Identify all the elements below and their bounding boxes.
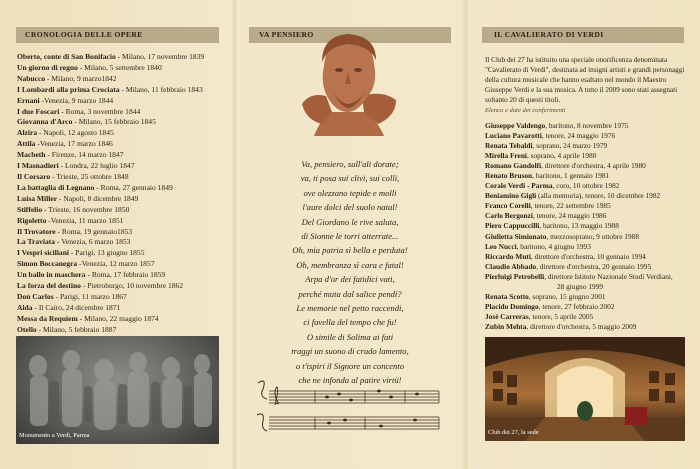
opera-title: I Vespri siciliani [17, 248, 70, 258]
opera-item [17, 52, 231, 63]
opera-premiere: - Venezia, 6 marzo 1853 [55, 237, 131, 247]
opera-title: Simon Boccanegra [17, 259, 78, 269]
opera-premiere: - Roma, 17 febbraio 1859 [85, 270, 166, 280]
opera-item [17, 205, 231, 216]
opera-premiere: -Venezia, 12 marzo 1857 [77, 259, 155, 269]
monument-photo [16, 336, 219, 444]
member-detail: , direttore Istituto Nazionale Studi Verdiani, [544, 271, 673, 281]
member-name: Mirella Freni [485, 151, 527, 161]
cavalierato-intro: Il Club dei 27 ha istituito una speciale onorificenza denominata "Cavalierato di Verdi", destinata ad insigni artisti e grandi personaggi della cultura musicale che hanno esaltato nel mondo il Maestro Giuseppe Verdi e la sua musica. A tutto il 2009 sono stati assegnati soltanto 20 di questi titoli. [485, 56, 685, 104]
opera-premiere: - Milano, 22 maggio 1874 [77, 313, 159, 323]
member-name: Romano Gandolfi [485, 161, 542, 171]
member-name: Giulietta Simionato [485, 231, 547, 241]
member-detail: , baritono, 13 maggio 1988 [539, 221, 619, 231]
opera-premiere: -Venezia, 11 marzo 1851 [46, 215, 124, 225]
poem-line: ove olezzano tepide e molli [303, 187, 397, 198]
opera-premiere: - Trieste, 16 novembre 1850 [42, 204, 130, 214]
member-name: Beniamino Gigli [485, 191, 537, 201]
verdi-bust-image [292, 32, 404, 142]
poem-line: che ne infonda al patire virtù! [298, 375, 402, 386]
opera-title: La Traviata [17, 237, 56, 247]
poem-line: o t'ispiri il Signore un concento [295, 360, 405, 371]
opera-premiere: - Firenze, 14 marzo 1847 [45, 150, 124, 160]
opera-item [17, 172, 231, 183]
member-detail: , soprano, 4 aprile 1980 [526, 151, 597, 161]
member-name: Zubin Mehta [485, 321, 527, 331]
chronology-header: CRONOLOGIA DELLE OPERE [16, 27, 219, 43]
member-item [485, 232, 695, 242]
member-item [485, 272, 695, 282]
member-item [485, 141, 695, 151]
opera-item [17, 216, 231, 227]
member-detail: , soprano, 24 marzo 1979 [532, 141, 608, 151]
opera-premiere: - Milano, 15 febbraio 1845 [72, 117, 156, 127]
member-detail: , direttore d'orchestra, 10 gennaio 1994 [530, 251, 646, 261]
member-name: Franco Corelli [485, 201, 531, 211]
opera-title: Attila [17, 139, 36, 149]
member-item [485, 181, 695, 191]
member-detail: , baritono, 4 giugno 1993 [516, 241, 591, 251]
member-detail: , direttore d'orchestra, 20 gennaio 1995 [536, 261, 652, 271]
member-detail: (alla memoria), tenore, 10 dicembre 1982 [536, 191, 661, 201]
member-detail: , direttore d'orchestra, 4 aprile 1980 [541, 161, 646, 171]
opera-premiere: -Venezia, 9 marzo 1844 [39, 95, 114, 105]
member-item [485, 221, 695, 231]
opera-title: Rigoletto [17, 215, 47, 225]
opera-premiere: - Roma, 19 gennaio1853 [55, 226, 133, 236]
member-name: Giuseppe Valdengo [485, 121, 546, 130]
poem-line: va, ti posa sui clivi, sui colli, [300, 173, 400, 184]
opera-title: Otello [17, 324, 37, 334]
member-item [485, 211, 695, 221]
opera-item [17, 139, 231, 150]
club-photo [485, 337, 685, 441]
member-item [485, 252, 695, 262]
poem-line: Oh, membranza sì cara e fatal! [296, 259, 404, 270]
opera-premiere: - Napoli, 8 dicembre 1849 [57, 193, 139, 203]
poem-line: Va, pensiero, sull'ali dorate; [301, 159, 399, 169]
member-item [485, 292, 695, 302]
monument-relief-image [16, 336, 219, 444]
member-item [485, 262, 695, 272]
member-item [485, 302, 695, 312]
member-name: Pierluigi Petrobelli [485, 271, 545, 281]
opera-premiere: - Milano, 5 settembre 1840 [77, 62, 162, 72]
opera-premiere: - Pietroburgo, 10 novembre 1862 [80, 281, 184, 291]
poem-line: O simile di Solima ai fati [306, 331, 394, 342]
opera-title: La forza del destino [17, 281, 81, 291]
member-detail: , soprano, 15 giugno 2001 [528, 291, 606, 301]
poem-line: Oh, mia patria sì bella e perduta! [292, 245, 408, 256]
opera-item [17, 128, 231, 139]
member-name: Piero Cappuccilli [485, 221, 540, 231]
opera-title: I Masnadieri [17, 161, 59, 171]
opera-premiere: - Trieste, 25 ottobre 1848 [50, 171, 129, 181]
opera-premiere: - Milano, 17 novembre 1839 [115, 52, 205, 61]
member-name: Placido Domingo [485, 301, 539, 311]
poem-line: l'aure dolci del suolo natal! [302, 202, 398, 213]
member-name: Corale Verdi - Parma [485, 181, 553, 191]
opera-premiere: - Roma, 3 novembre 1844 [59, 106, 141, 116]
poem-line: Del Giordano le rive saluta, [301, 216, 399, 227]
chronology-panel [0, 0, 233, 469]
member-item [485, 171, 695, 181]
opera-premiere: - Milano, 11 febbraio 1843 [119, 84, 203, 94]
va-pensiero-panel [233, 0, 467, 469]
poem-line: Le memorie nel petto raccendi, [296, 303, 404, 314]
member-item [485, 161, 695, 171]
va-pensiero-header: VA PENSIERO [249, 27, 451, 43]
poem-lines [241, 157, 459, 388]
cavalierato-header: IL CAVALIERATO DI VERDI [482, 27, 684, 43]
opera-item [17, 303, 231, 314]
opera-item [17, 237, 231, 248]
member-name: Riccardo Muti [485, 251, 531, 261]
poem-line: ci favella del tempo che fu! [303, 317, 397, 328]
member-detail: , tenore, 27 febbraio 2002 [538, 301, 615, 311]
opera-title: Giovanna d'Arco [17, 117, 73, 127]
opera-item [17, 194, 231, 205]
opera-title: Don Carlos [17, 291, 54, 301]
opera-title: Oberto, conte di San Bonifacio [17, 52, 116, 61]
opera-premiere: - Roma, 27 gennaio 1849 [94, 182, 173, 192]
member-detail: , tenore, 5 aprile 2005 [528, 311, 594, 321]
member-item [485, 131, 695, 141]
opera-title: Un ballo in maschera [17, 270, 86, 280]
opera-premiere: -Venezia, 17 marzo 1846 [35, 139, 113, 149]
opera-title: La battaglia di Legnano [17, 182, 95, 192]
member-name: Luciano Pavarotti [485, 131, 542, 141]
poem-line: di Sionne le torri atterrate... [301, 231, 399, 242]
opera-title: Alzira [17, 128, 38, 138]
opera-item [17, 292, 231, 303]
member-detail: , tenore, 24 maggio 1976 [541, 131, 616, 141]
opera-title: Un giorno di regno [17, 62, 78, 72]
opera-title: Aida [17, 302, 33, 312]
member-item [485, 242, 695, 252]
opera-premiere: - Parigi, 11 marzo 1867 [53, 291, 127, 301]
opera-title: Macbeth [17, 150, 46, 160]
member-item [485, 121, 695, 131]
member-item [485, 201, 695, 211]
opera-title: I due Foscari [17, 106, 60, 116]
opera-premiere: - Milano, 9 marzo1842 [45, 73, 117, 83]
opera-item [17, 270, 231, 281]
opera-title: Ernani [17, 95, 40, 105]
poem-line: traggi un suono di crudo lamento, [291, 346, 409, 357]
opera-item [17, 259, 231, 270]
opera-item [17, 74, 231, 85]
opera-premiere: - Milano, 5 febbraio 1887 [36, 324, 117, 334]
member-name: Renata Scotto [485, 291, 529, 301]
cavalierato-panel [467, 0, 700, 469]
opera-item [17, 107, 231, 118]
monument-caption: Monumento a Verdi, Parma [19, 432, 90, 439]
member-detail: , mezzosoprano, 9 ottobre 1988 [546, 231, 639, 241]
opera-item [17, 63, 231, 74]
member-detail: , tenore, 24 maggio 1986 [532, 211, 607, 221]
opera-item [17, 183, 231, 194]
member-name: Renata Tebaldi [485, 141, 533, 151]
opera-item [17, 314, 231, 325]
opera-item [17, 117, 231, 128]
opera-premiere: - Parigi, 13 giugno 1855 [69, 248, 145, 258]
members-list [485, 121, 695, 332]
opera-title: Luisa Miller [17, 193, 58, 203]
poem-line: Arpa d'or dei fatidici vati, [305, 274, 395, 285]
member-item [485, 282, 695, 292]
opera-premiere: - Il Cairo, 24 dicembre 1871 [32, 302, 121, 312]
member-detail: , tenore, 22 settembre 1985 [530, 201, 611, 211]
opera-title: Stiffelio [17, 204, 43, 214]
member-item [485, 151, 695, 161]
member-name: Carlo Bergonzi [485, 211, 533, 221]
opera-title: Il Corsaro [17, 171, 51, 181]
opera-list [17, 52, 231, 346]
club-interior-image [485, 337, 685, 441]
member-item [485, 191, 695, 201]
member-name: Renato Bruson [485, 171, 533, 181]
member-detail: , baritono, 1 gennaio 1981 [532, 171, 610, 181]
opera-premiere: - Londra, 22 luglio 1847 [58, 161, 135, 171]
opera-item [17, 150, 231, 161]
member-item [485, 322, 695, 332]
member-detail: , baritono, 8 novembre 1975 [545, 121, 629, 130]
opera-item [17, 85, 231, 96]
opera-item [17, 281, 231, 292]
member-detail: , direttore d'orchestra, 5 maggio 2009 [526, 321, 637, 331]
opera-item [17, 96, 231, 107]
music-score-image [255, 375, 445, 441]
member-item [485, 312, 695, 322]
opera-premiere: - Napoli, 12 agosto 1845 [37, 128, 114, 138]
opera-item [17, 161, 231, 172]
opera-item [17, 248, 231, 259]
opera-title: Il Trovatore [17, 226, 56, 236]
poem-line: perché muta dal salice pendi? [298, 288, 402, 299]
club-caption: Club dei 27, la sede [488, 429, 539, 436]
members-list-title: Elenco e date dei conferimenti [485, 107, 566, 114]
member-name: Josè Carreras [485, 311, 529, 321]
member-name: Leo Nucci [485, 241, 517, 251]
member-detail: 28 giugno 1999 [556, 281, 604, 291]
opera-item [17, 227, 231, 238]
member-detail: , coro, 10 ottobre 1982 [552, 181, 620, 191]
opera-title: Nabucco [17, 73, 46, 83]
opera-item [17, 325, 231, 336]
opera-title: I Lombardi alla prima Crociata [17, 84, 120, 94]
member-name: Claudio Abbado [485, 261, 537, 271]
opera-title: Messa da Requiem [17, 313, 78, 323]
